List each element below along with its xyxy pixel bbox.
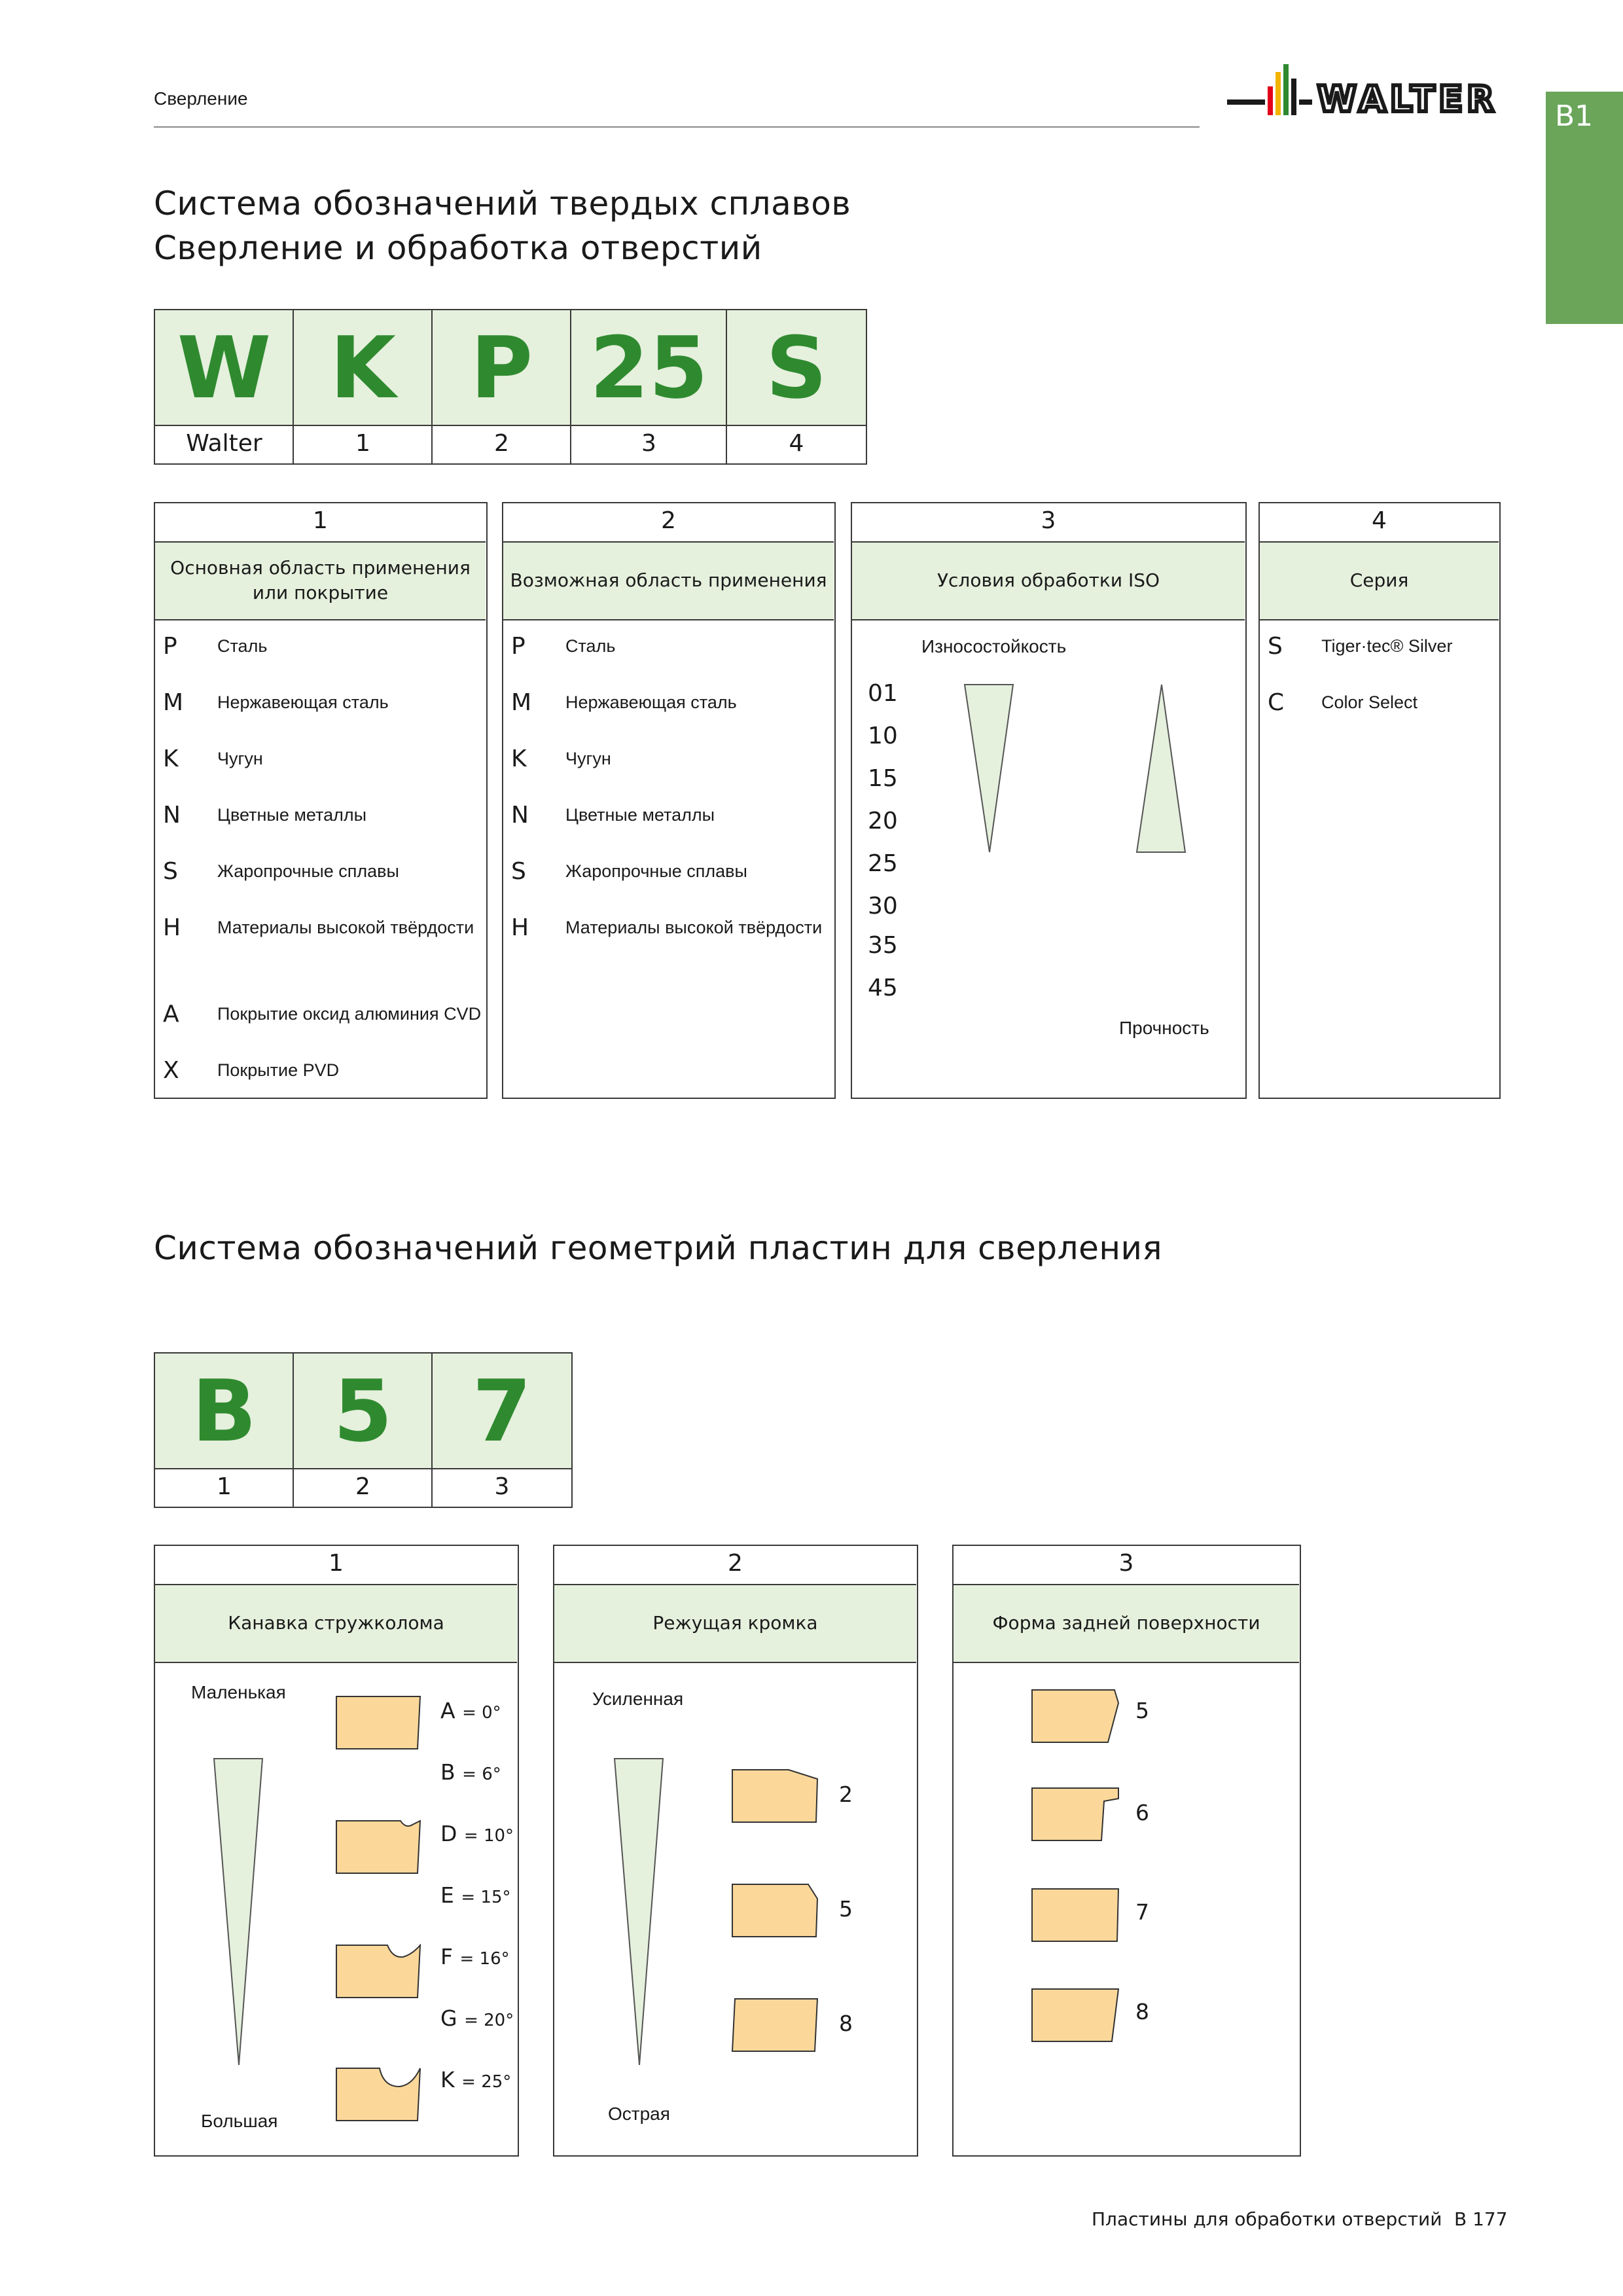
section1-title-line1: Система обозначений твердых сплавов (154, 185, 851, 223)
s1-col3-number: 3 (1041, 507, 1056, 534)
row-letter: S (163, 858, 178, 885)
row-letter: H (163, 914, 181, 941)
code-letter: 7 (472, 1361, 532, 1461)
iso-grade: 20 (868, 808, 898, 834)
section1-title-line2: Сверление и обработка отверстий (154, 229, 762, 267)
row-text: Материалы высокой твёрдости (565, 918, 823, 937)
row-letter: M (511, 689, 532, 716)
row-text: Цветные металлы (565, 805, 715, 825)
s1-col3-panel (851, 502, 1247, 1099)
flank-profile-6 (1031, 1787, 1122, 1843)
code-letter: K (330, 318, 396, 418)
s2-col2-number: 2 (728, 1550, 743, 1577)
row-letter: X (163, 1057, 179, 1084)
row-text: Материалы высокой твёрдости (217, 918, 474, 937)
iso-grade: 10 (868, 723, 898, 749)
code-letter: B (191, 1361, 257, 1461)
geometry-code-table (154, 1352, 573, 1508)
code-label: 3 (494, 1473, 510, 1500)
s1-col2-number: 2 (661, 507, 676, 534)
code-letter: 25 (590, 318, 708, 418)
code-label: 1 (355, 430, 370, 457)
grade-code-table (154, 309, 867, 465)
iso-grade: 01 (868, 680, 898, 707)
s1-col1-panel (154, 502, 488, 1099)
geometry-code: G = 20° (440, 2005, 514, 2031)
walter-logo (1227, 59, 1502, 131)
s2-col2-panel (553, 1545, 918, 2157)
code-label: 1 (217, 1473, 232, 1500)
code-letter: W (177, 318, 272, 418)
row-letter: K (163, 745, 179, 772)
s1-col2-panel (502, 502, 836, 1099)
reinforced-label: Усиленная (592, 1689, 684, 1709)
row-letter: N (511, 802, 529, 829)
insert-profile-D (335, 1820, 423, 1876)
row-letter: N (163, 802, 181, 829)
insert-profile-K (335, 2067, 423, 2123)
edge-code: 5 (839, 1896, 853, 1922)
row-letter: M (163, 689, 184, 716)
s1-col4-panel (1258, 502, 1501, 1099)
s2-col2-title: Режущая кромка (652, 1611, 818, 1634)
sharp-label: Острая (608, 2104, 670, 2124)
edge-profile-2 (731, 1768, 823, 1825)
section-label: Сверление (154, 88, 248, 109)
small-label: Маленькая (191, 1682, 286, 1702)
s1-col1-number: 1 (313, 507, 328, 534)
wear-resistance-wedge (963, 683, 1016, 855)
geometry-code: E = 15° (440, 1882, 511, 1908)
insert-profile-A (335, 1695, 423, 1751)
s1-col4-title: Серия (1349, 569, 1409, 591)
s2-col1-panel (154, 1545, 519, 2157)
geometry-code: A = 0° (440, 1698, 501, 1723)
iso-grade: 30 (868, 893, 898, 920)
row-letter: P (511, 633, 526, 660)
row-letter: S (511, 858, 526, 885)
row-letter: H (511, 914, 529, 941)
section2-title: Система обозначений геометрий пластин для сверления (154, 1229, 1163, 1267)
toughness-wedge (1135, 683, 1188, 855)
edge-code: 8 (839, 2011, 853, 2036)
flank-code: 7 (1135, 1899, 1149, 1925)
iso-grade: 35 (868, 932, 898, 959)
s1-col2-title: Возможная область применения (510, 569, 827, 591)
edge-profile-8 (731, 1998, 823, 2054)
flank-profile-8 (1031, 1988, 1122, 2044)
row-text: Жаропрочные сплавы (217, 861, 399, 881)
section-tab-label: B1 (1555, 99, 1594, 133)
large-label: Большая (201, 2111, 278, 2131)
row-text: Жаропрочные сплавы (565, 861, 747, 881)
s2-col3-panel (952, 1545, 1301, 2157)
s2-col3-title: Форма задней поверхности (992, 1611, 1260, 1634)
row-text: Чугун (217, 749, 263, 768)
code-letter: P (470, 318, 533, 418)
chipbreaker-wedge (213, 1757, 265, 2068)
insert-profile-F (335, 1944, 423, 2000)
s2-col1-title: Канавка стружколома (228, 1611, 444, 1634)
row-text: Сталь (217, 636, 268, 656)
s1-col1-title: Основная область применения или покрытие (170, 556, 471, 603)
geometry-code: B = 6° (440, 1759, 501, 1785)
row-letter: K (511, 745, 527, 772)
section-tab[interactable] (1546, 92, 1623, 324)
row-letter: S (1268, 633, 1283, 660)
row-letter: A (163, 1001, 179, 1028)
flank-profile-5 (1031, 1689, 1122, 1745)
code-label: 4 (789, 430, 804, 457)
footer-title: Пластины для обработки отверстий (1092, 2208, 1442, 2230)
row-text: Цветные металлы (217, 805, 367, 825)
row-text: Покрытие PVD (217, 1060, 340, 1080)
row-text: Сталь (565, 636, 616, 656)
geometry-code: D = 10° (440, 1821, 514, 1846)
code-letter: S (766, 318, 827, 418)
flank-code: 6 (1135, 1800, 1149, 1825)
row-letter: C (1268, 689, 1285, 716)
flank-code: 8 (1135, 1999, 1149, 2024)
row-text: Нержавеющая сталь (217, 692, 389, 712)
row-text: Покрытие оксид алюминия CVD (217, 1004, 482, 1024)
row-text: Нержавеющая сталь (565, 692, 737, 712)
cutting-edge-wedge (613, 1757, 666, 2068)
iso-grade: 15 (868, 765, 898, 792)
flank-profile-7 (1031, 1888, 1122, 1944)
code-label: 2 (355, 1473, 370, 1500)
code-label: 3 (641, 430, 656, 457)
flank-code: 5 (1135, 1698, 1149, 1723)
geometry-code: K = 25° (440, 2067, 512, 2092)
header-rule (154, 126, 1200, 128)
s2-col3-number: 3 (1118, 1550, 1134, 1577)
iso-grade: 45 (868, 975, 898, 1001)
row-text: Color Select (1321, 692, 1418, 712)
s1-col3-title: Условия обработки ISO (936, 569, 1160, 591)
row-text: Tiger·tec® Silver (1321, 636, 1453, 656)
code-label: Walter (186, 430, 262, 457)
row-text: Чугун (565, 749, 611, 768)
code-label: 2 (494, 430, 509, 457)
page-number: B 177 (1454, 2208, 1508, 2230)
toughness-label: Прочность (1119, 1018, 1209, 1038)
svg-text:WALTER: WALTER (1317, 79, 1498, 120)
code-letter: 5 (333, 1361, 393, 1461)
edge-code: 2 (839, 1782, 853, 1807)
geometry-code: F = 16° (440, 1944, 510, 1969)
row-letter: P (163, 633, 177, 660)
wear-resistance-label: Износостойкость (921, 636, 1067, 656)
s1-col4-number: 4 (1372, 507, 1387, 534)
s2-col1-number: 1 (329, 1550, 344, 1577)
edge-profile-5 (731, 1883, 823, 1939)
iso-grade: 25 (868, 850, 898, 877)
